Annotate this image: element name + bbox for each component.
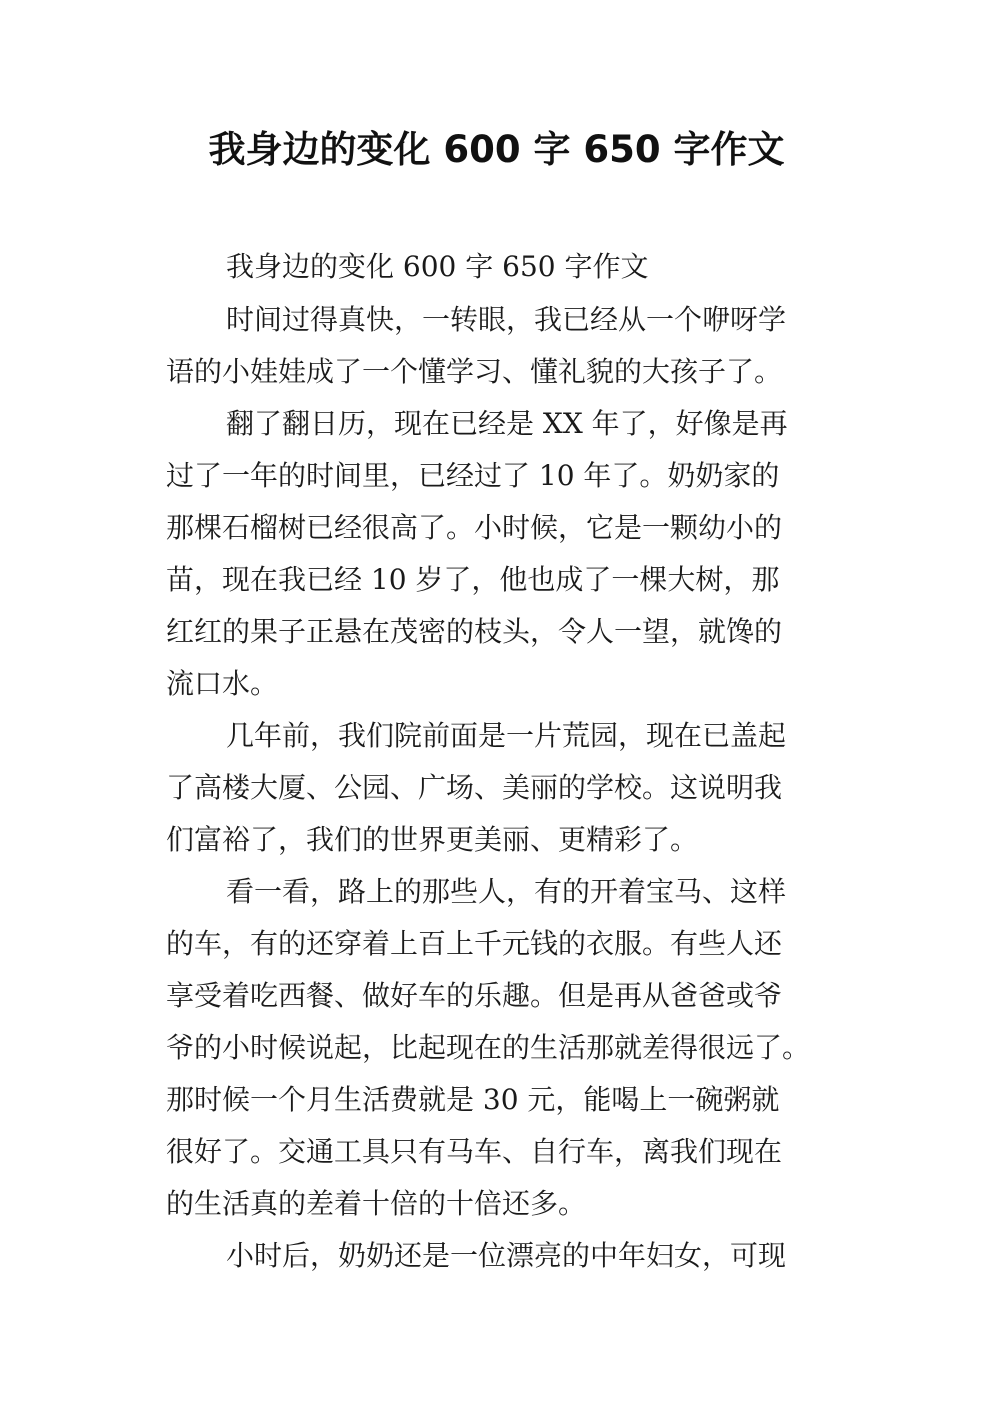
- body-line: 的生活真的差着十倍的十倍还多。: [166, 1187, 587, 1220]
- body-line: 了高楼大厦、公园、广场、美丽的学校。这说明我: [166, 771, 783, 804]
- document-title: 我身边的变化 600 字 650 字作文: [208, 128, 785, 171]
- body-line: 几年前，我们院前面是一片荒园，现在已盖起: [226, 719, 787, 752]
- body-line: 时间过得真快，一转眼，我已经从一个咿呀学: [226, 303, 787, 336]
- body-line: 苗，现在我已经 10 岁了，他也成了一棵大树，那: [166, 563, 780, 596]
- body-line: 流口水。: [166, 667, 279, 700]
- body-line: 小时后，奶奶还是一位漂亮的中年妇女，可现: [226, 1239, 787, 1272]
- body-line: 语的小娃娃成了一个懂学习、懂礼貌的大孩子了。: [166, 355, 783, 388]
- body-line: 翻了翻日历，现在已经是 XX 年了，好像是再: [226, 407, 788, 440]
- body-line: 我身边的变化 600 字 650 字作文: [226, 250, 649, 283]
- body-line: 的车，有的还穿着上百上千元钱的衣服。有些人还: [166, 927, 783, 960]
- body-line: 红红的果子正悬在茂密的枝头，令人一望，就馋的: [166, 615, 783, 648]
- body-line: 那时候一个月生活费就是 30 元，能喝上一碗粥就: [166, 1083, 780, 1116]
- body-line: 过了一年的时间里，已经过了 10 年了。奶奶家的: [166, 459, 780, 492]
- body-line: 爷的小时候说起，比起现在的生活那就差得很远了。: [166, 1031, 811, 1064]
- body-line: 很好了。交通工具只有马车、自行车，离我们现在: [166, 1135, 783, 1168]
- body-line: 那棵石榴树已经很高了。小时候，它是一颗幼小的: [166, 511, 783, 544]
- body-line: 享受着吃西餐、做好车的乐趣。但是再从爸爸或爷: [166, 979, 783, 1012]
- body-line: 们富裕了，我们的世界更美丽、更精彩了。: [166, 823, 699, 856]
- body-line: 看一看，路上的那些人，有的开着宝马、这样: [226, 875, 787, 908]
